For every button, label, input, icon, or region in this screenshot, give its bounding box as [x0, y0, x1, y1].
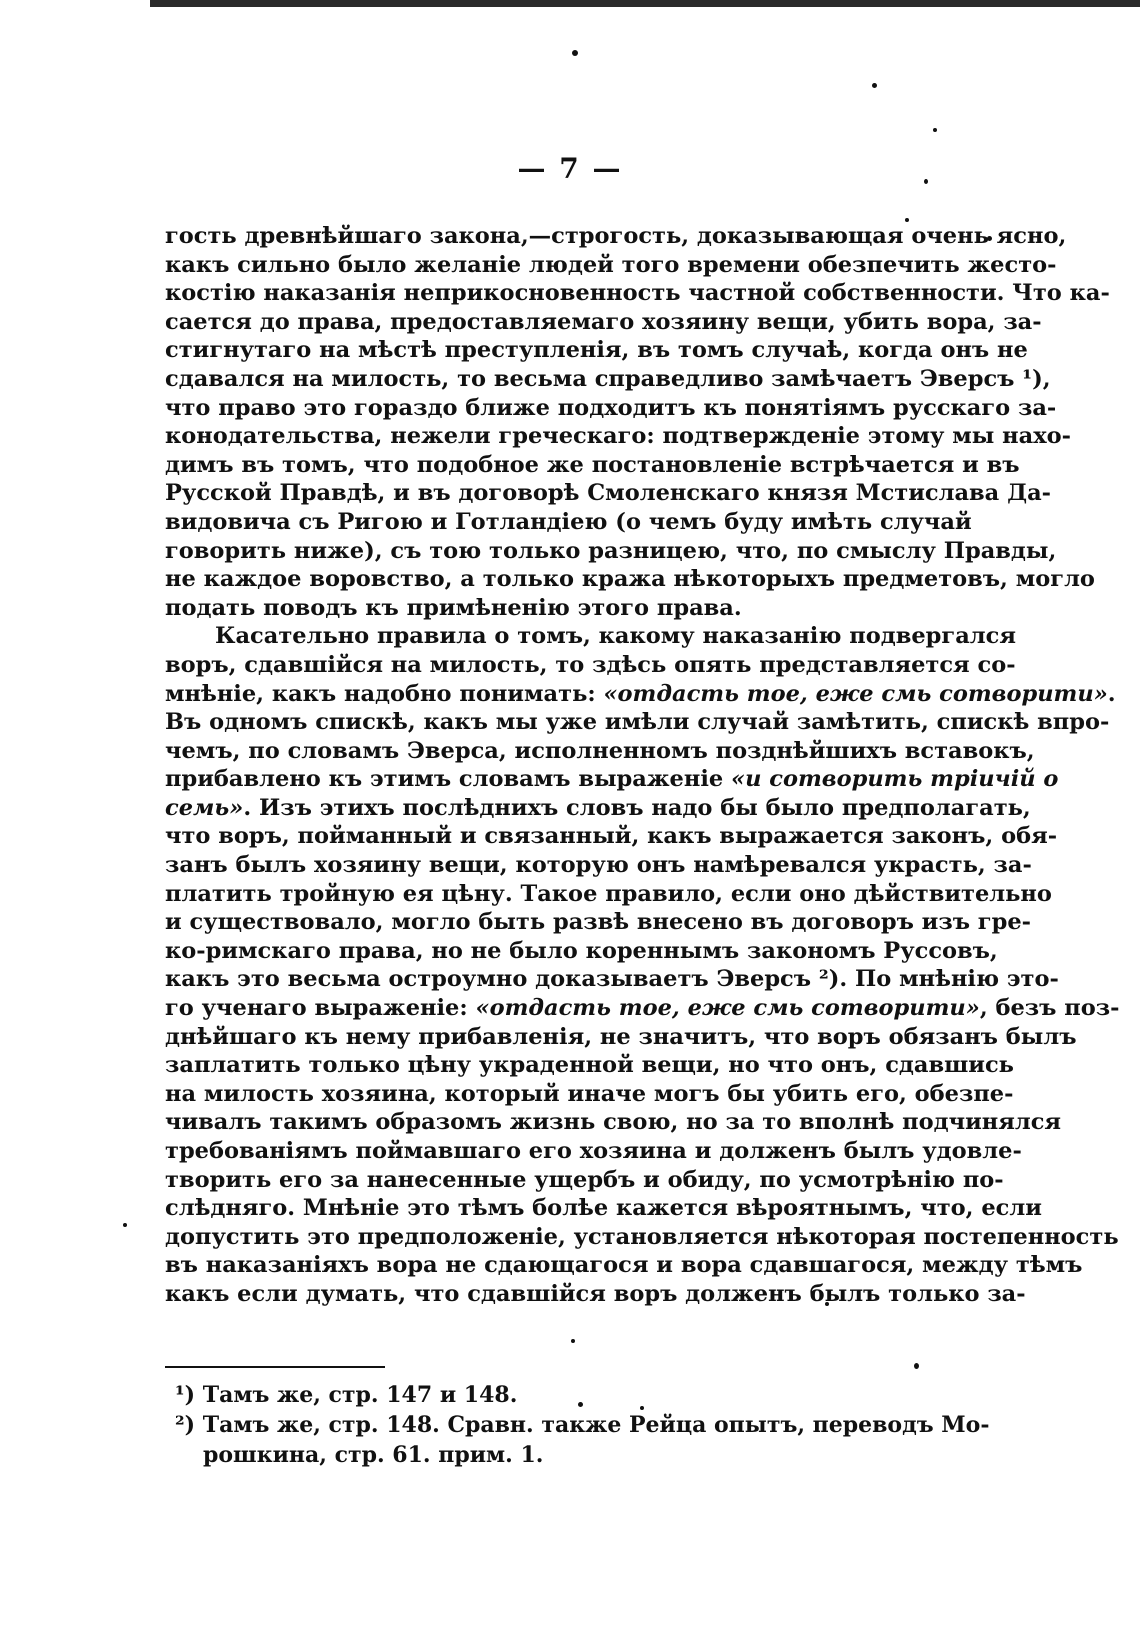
text-line [165, 937, 998, 966]
text-segment: го ученаго выраженіе: [165, 995, 476, 1022]
text-segment: не каждое воровство, а только кража нѣкоторыхъ предметовъ, могло [165, 566, 1095, 593]
text-line [165, 1137, 1022, 1166]
text-segment: днѣйшаго къ нему прибавленія, не значитъ, что воръ обязанъ былъ [165, 1023, 1077, 1050]
text-segment: творить его за нанесенные ущербъ и обиду, по усмотрѣнію по- [165, 1166, 1004, 1193]
text-segment: Въ одномъ спискѣ, какъ мы уже имѣли случай замѣтить, спискѣ впро- [165, 709, 1110, 736]
text-segment: ко-римскаго права, но не было кореннымъ закономъ Руссовъ, [165, 937, 998, 964]
text-line [165, 1051, 1014, 1080]
text-segment: въ наказаніяхъ вора не сдающагося и вора сдавшагося, между тѣмъ [165, 1252, 1083, 1279]
text-segment: чемъ, по словамъ Эверса, исполненномъ позднѣйшихъ вставокъ, [165, 737, 1035, 764]
body-text [165, 222, 1120, 1309]
text-segment: костію наказанія неприкосновенность частной собственности. Что ка- [165, 280, 1110, 307]
quotation-segment: «отдасть тое, еже смь сотворити» [475, 995, 980, 1022]
text-line [165, 1251, 1083, 1280]
footnotes [175, 1380, 990, 1470]
footnote-separator [165, 1366, 385, 1368]
text-segment: что воръ, пойманный и связанный, какъ выражается законъ, обя- [165, 823, 1058, 850]
text-line [165, 308, 1042, 337]
text-segment: заплатить только цѣну украденной вещи, но что онъ, сдавшись [165, 1052, 1014, 1079]
ink-speck [872, 83, 877, 88]
text-segment: и существовало, могло быть развѣ внесено въ договоръ изъ гре- [165, 909, 1031, 936]
text-line [165, 479, 1052, 508]
text-segment: сдавался на милость, то весьма справедливо замѣчаетъ Эверсъ ¹), [165, 365, 1051, 392]
text-line [165, 336, 1028, 365]
text-line [165, 222, 1067, 251]
text-segment: говорить ниже), съ тою только разницею, что, по смыслу Правды, [165, 537, 1057, 564]
text-segment: , безъ поз- [979, 995, 1120, 1022]
text-line [165, 279, 1110, 308]
text-segment: мнѣніе, какъ надобно понимать: [165, 680, 604, 707]
text-segment: сается до права, предоставляемаго хозяину вещи, убить вора, за- [165, 308, 1042, 335]
text-line [165, 1108, 1062, 1137]
text-segment: какъ это весьма остроумно доказываетъ Эверсъ ²). По мнѣнію это- [165, 966, 1059, 993]
ink-speck [572, 50, 578, 56]
text-segment: требованіямъ поймавшаго его хозяина и долженъ былъ удовле- [165, 1138, 1022, 1164]
text-segment: стигнутаго на мѣстѣ преступленія, въ томъ случаѣ, когда онъ не [165, 337, 1028, 364]
top-edge-artifact [150, 0, 1140, 7]
text-line [165, 851, 1032, 880]
text-line [165, 365, 1051, 394]
text-segment: . [1107, 680, 1116, 707]
text-segment: Русской Правдѣ, и въ договорѣ Смоленскаго князя Мстислава Да- [165, 480, 1052, 507]
text-segment: допустить это предположеніе, установляется нѣкоторая постепенность [165, 1223, 1119, 1250]
text-line [165, 822, 1058, 851]
text-segment: что право это гораздо ближе подходитъ къ понятіямъ русскаго за- [165, 394, 1057, 421]
text-line [165, 908, 1031, 937]
text-segment: димъ въ томъ, что подобное же постановленіе встрѣчается и въ [165, 451, 1020, 478]
text-line [165, 594, 925, 623]
text-line [165, 1194, 1042, 1223]
ink-speck [933, 128, 937, 132]
footnote-2-continuation: рошкина, стр. 61. прим. 1. [203, 1442, 544, 1468]
text-segment: Касательно правила о томъ, какому наказанію подвергался [215, 623, 1016, 650]
text-line [165, 880, 1052, 909]
text-line [165, 651, 1016, 680]
text-line [165, 508, 972, 537]
text-segment: занъ былъ хозяину вещи, которую онъ намѣревался украсть, за- [165, 852, 1032, 879]
ink-speck [914, 1363, 919, 1369]
text-segment: прибавлено къ этимъ словамъ выраженіе [165, 766, 732, 793]
text-segment: гость древнѣйшаго закона,—строгость, доказывающая очень ясно, [165, 223, 1067, 249]
text-segment: подать поводъ къ примѣненію этого права. [165, 594, 742, 621]
text-line [165, 1223, 1119, 1252]
text-segment: какъ если думать, что сдавшійся воръ долженъ былъ только за- [165, 1280, 1026, 1307]
text-line [165, 765, 1059, 794]
text-line [165, 422, 1071, 451]
ink-speck [123, 1223, 127, 1227]
text-line [165, 251, 1057, 280]
text-segment: слѣдняго. Мнѣніе это тѣмъ болѣе кажется вѣроятнымъ, что, если [165, 1195, 1042, 1222]
quotation-segment: семь» [165, 794, 244, 821]
text-line [165, 708, 1110, 737]
footnote-1: ¹) Тамъ же, стр. 147 и 148. [175, 1382, 518, 1408]
text-line [165, 965, 1059, 994]
text-line [165, 680, 1116, 709]
quotation-segment: «отдасть тое, еже смь сотворити» [603, 680, 1108, 707]
text-segment: воръ, сдавшійся на милость, то здѣсь опять представляется со- [165, 651, 1016, 678]
text-segment: какъ сильно было желаніе людей того времени обезпечить жесто- [165, 251, 1057, 278]
text-line [165, 451, 1020, 480]
text-line [165, 737, 1035, 766]
text-segment: платить тройную ея цѣну. Такое правило, если оно дѣйствительно [165, 880, 1052, 907]
page-number: — 7 — [517, 152, 623, 185]
text-line [165, 1080, 1014, 1109]
text-line [165, 794, 1031, 823]
text-line [165, 1023, 1077, 1052]
text-segment: . Изъ этихъ послѣднихъ словъ надо бы было предполагать, [243, 794, 1031, 821]
text-segment: чивалъ такимъ образомъ жизнь свою, но за то вполнѣ подчинялся [165, 1109, 1062, 1136]
text-line [165, 622, 1016, 651]
footnote-2: ²) Тамъ же, стр. 148. Сравн. также Рейца опытъ, переводъ Мо- [175, 1412, 990, 1438]
text-segment: видовича съ Ригою и Готландіею (о чемъ буду имѣть случай [165, 508, 972, 535]
text-line [165, 1280, 1026, 1309]
text-line [165, 537, 1057, 566]
text-segment: конодательства, нежели греческаго: подтвержденіе этому мы нахо- [165, 423, 1071, 450]
ink-speck [571, 1339, 575, 1343]
text-line [165, 394, 1057, 423]
quotation-segment: «и сотворить тріичій о [731, 766, 1059, 793]
text-segment: на милость хозяина, который иначе могъ бы убить его, обезпе- [165, 1080, 1014, 1107]
text-line [165, 1166, 1004, 1195]
text-line [165, 994, 1120, 1023]
text-line [165, 565, 1095, 594]
